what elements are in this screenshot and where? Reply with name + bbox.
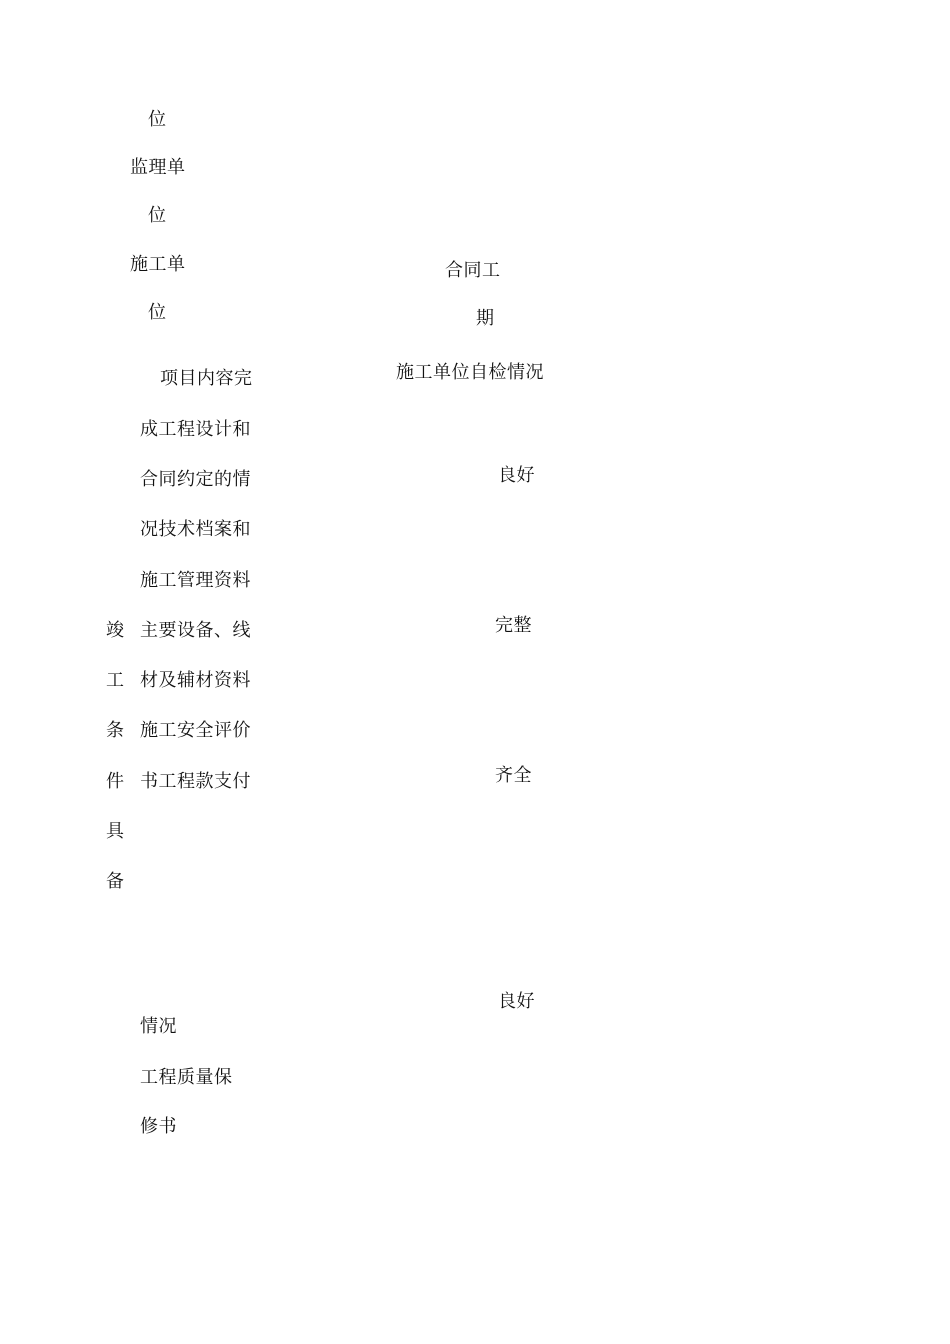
- result-value: 完整: [495, 615, 532, 636]
- supervision-unit-tail: 位: [148, 109, 167, 130]
- self-check-header: 施工单位自检情况: [396, 362, 544, 383]
- project-content-line: 书工程款支付: [140, 771, 251, 792]
- project-content-line: 材及辅材资料: [140, 670, 251, 691]
- project-content-tail-line: 情况: [140, 1016, 177, 1037]
- side-label-char: 工: [106, 670, 124, 691]
- side-label-char: 竣: [106, 620, 124, 641]
- project-content-line: 合同约定的情: [140, 469, 251, 490]
- side-label-char: 备: [106, 871, 124, 892]
- result-value: 良好: [498, 465, 535, 486]
- project-content-tail-line: 修书: [140, 1116, 177, 1137]
- contract-period-label-line1: 合同工: [445, 260, 501, 281]
- project-content-tail-line: 工程质量保: [140, 1067, 233, 1088]
- project-content-line: 主要设备、线: [140, 620, 251, 641]
- project-content-line: 项目内容完: [160, 368, 253, 389]
- supervision-unit-label-line2: 位: [148, 205, 167, 226]
- supervision-unit-label-line1: 监理单: [130, 157, 186, 178]
- result-value: 良好: [498, 991, 535, 1012]
- project-content-line: 施工管理资料: [140, 570, 251, 591]
- contract-period-label-line2: 期: [476, 308, 495, 329]
- project-content-line: 成工程设计和: [140, 419, 251, 440]
- side-label-char: 条: [106, 720, 124, 741]
- construction-unit-label-line2: 位: [148, 302, 167, 323]
- side-label-char: 具: [106, 821, 124, 842]
- project-content-line: 施工安全评价: [140, 720, 251, 741]
- side-label-char: 件: [106, 771, 124, 792]
- construction-unit-label-line1: 施工单: [130, 254, 186, 275]
- project-content-line: 况技术档案和: [140, 519, 251, 540]
- result-value: 齐全: [495, 765, 532, 786]
